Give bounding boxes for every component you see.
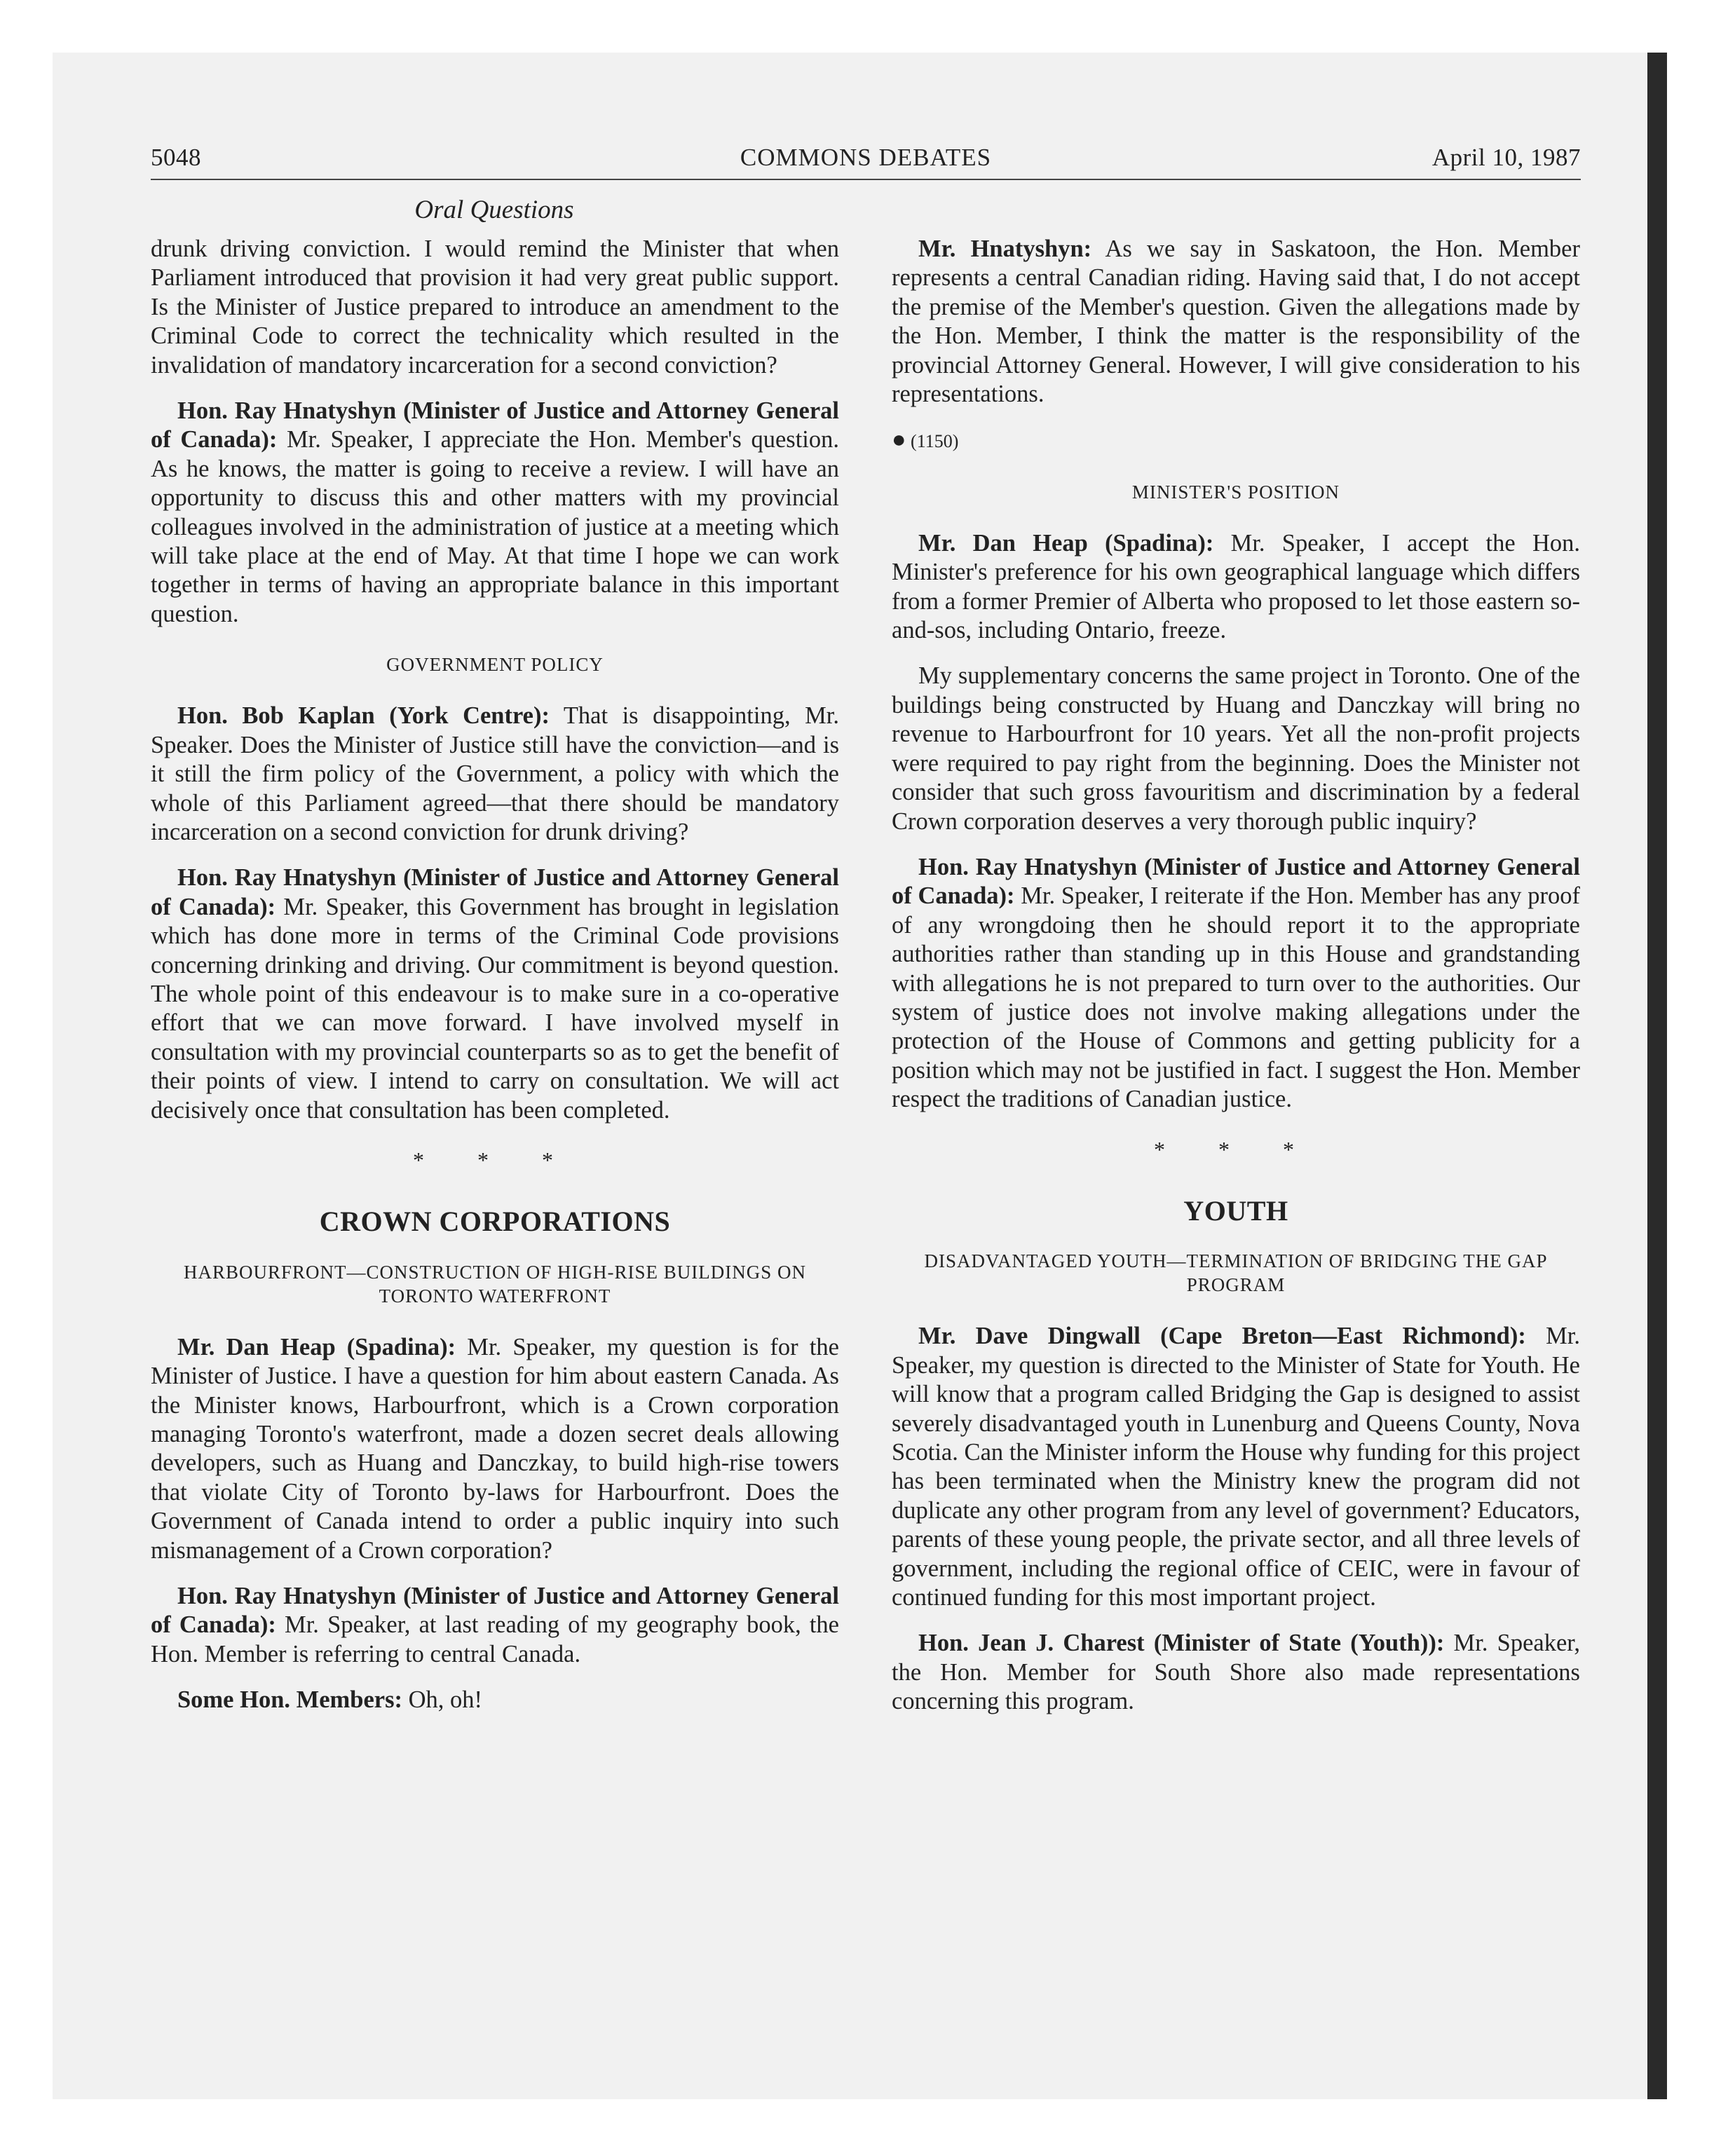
speaker: Some Hon. Members: — [177, 1686, 402, 1714]
timestamp-text: (1150) — [911, 431, 959, 452]
timestamp — [892, 425, 1580, 456]
speaker: Hon. Ray Hnatyshyn (Minister of Justice and Attorney General of Canada): — [151, 864, 839, 920]
paragraph: My supplementary concerns the same project in Toronto. One of the buildings being constructed by Huang and Danczkay will bring no revenue to Harbourfront for 10 years. Yet all the non-profit projects were required to pay right from the beginning. Does the Minister not consider that such gross favouritism and discrimination by a federal Crown corporation deserves a very thorough public inquiry? — [892, 662, 1580, 835]
speech-text: Mr. Speaker, I appreciate the Hon. Member's question. As he knows, the matter is going to receive a review. I will have an opportunity to discuss this and other matters with my provincial colleagues involved in the administration of justice at a meeting which will take place at the end of May. At that time I hope we can work together in terms of having an appropriate balance in this important question. — [151, 426, 839, 627]
subheading: MINISTER'S POSITION — [1131, 481, 1340, 503]
right-column — [892, 235, 1580, 1733]
section-separator: * * * — [1154, 1136, 1318, 1162]
section-separator: * * * — [413, 1147, 577, 1173]
bullet-icon: ● — [892, 427, 906, 453]
page-number: 5048 — [151, 144, 201, 171]
scan-edge — [1647, 53, 1667, 2099]
speaker: Hon. Jean J. Charest (Minister of State (Youth)): — [918, 1630, 1445, 1657]
speech — [892, 529, 1580, 646]
speech-text: Mr. Speaker, the Hon. Member for South Shore also made representations concerning this program. — [892, 1630, 1580, 1715]
speech-text: Mr. Speaker, I reiterate if the Hon. Member has any proof of any wrongdoing then he should report it to the appropriate authorities rather than standing up in this House and grandstanding with allegations he is not prepared to turn over to the authorities. Our system of justice does not involve making allegations under the protection of the House of Commons and getting publicity for a position which may not be justified in fact. I suggest the Hon. Member respect the traditions of Canadian justice. — [892, 882, 1580, 1113]
speaker: Mr. Hnatyshyn: — [918, 236, 1092, 262]
speech — [151, 702, 839, 847]
speech — [892, 235, 1580, 409]
publication-title: COMMONS DEBATES — [740, 144, 992, 171]
publication-date: April 10, 1987 — [1431, 144, 1581, 171]
paragraph: drunk driving conviction. I would remind the Minister that when Parliament introduced that provision it had very great public support. Is the Minister of Justice prepared to introduce an amendment to the Criminal Code to correct the technicality which resulted in the invalidation of mandatory incarceration for a second conviction? — [151, 236, 839, 378]
section-heading: YOUTH — [1183, 1194, 1288, 1227]
speech-text: As we say in Saskatoon, the Hon. Member represents a central Canadian riding. Having said that, I do not accept the premise of the Member's question. Given the allegations made by the Hon. Member, I think the matter is the responsibility of the provincial Attorney General. However, I will give consideration to his representations. — [892, 236, 1580, 408]
speaker: Hon. Ray Hnatyshyn (Minister of Justice and Attorney General of Canada): — [892, 853, 1580, 910]
subheading: DISADVANTAGED YOUTH—TERMINATION OF BRIDGING THE GAP PROGRAM — [924, 1250, 1548, 1296]
speech-text: Mr. Speaker, at last reading of my geography book, the Hon. Member is referring to central Canada. — [151, 1611, 839, 1667]
running-head: Oral Questions — [414, 196, 574, 224]
speaker: Hon. Bob Kaplan (York Centre): — [177, 702, 550, 730]
speech — [151, 1333, 839, 1565]
speaker: Hon. Ray Hnatyshyn (Minister of Justice and Attorney General of Canada): — [151, 1583, 839, 1639]
speech — [151, 1582, 839, 1669]
speech-text: Mr. Speaker, my question is for the Minister of Justice. I have a question for him about eastern Canada. As the Minister knows, Harbourfront, which is a Crown corporation managing Toronto's waterfront, made a dozen secret deals allowing developers, such as Huang and Danczkay, to build high-rise towers that violate City of Toronto by-laws for Harbourfront. Does the Government of Canada intend to order a public inquiry into such mismanagement of a Crown corporation? — [151, 1333, 839, 1564]
speech-text: Oh, oh! — [402, 1686, 483, 1714]
speaker: Mr. Dan Heap (Spadina): — [177, 1333, 456, 1360]
speech — [151, 864, 839, 1125]
left-column — [151, 235, 839, 1732]
speaker: Mr. Dave Dingwall (Cape Breton—East Richmond): — [918, 1323, 1526, 1350]
subheading: HARBOURFRONT—CONSTRUCTION OF HIGH-RISE BUILDINGS ON TORONTO WATERFRONT — [183, 1261, 807, 1306]
speech-text: Mr. Speaker, I accept the Hon. Minister's preference for his own geographical language which differs from a former Premier of Alberta who proposed to let those eastern so-and-sos, including Ontario, freeze. — [892, 529, 1580, 644]
speaker: Mr. Dan Heap (Spadina): — [918, 529, 1214, 557]
speech-text: That is disappointing, Mr. Speaker. Does the Minister of Justice still have the conviction—and is it still the firm policy of the Government, a policy with which the whole of this Parliament agreed—that there should be mandatory incarceration on a second conviction for drunk driving? — [151, 702, 839, 845]
page-header — [151, 144, 1581, 180]
speech-text: Mr. Speaker, this Government has brought in legislation which has done more in terms of the Criminal Code provisions concerning drinking and driving. Our commitment is beyond question. The whole point of this endeavour is to make sure in a co-operative effort that we can move forward. I have involved myself in consultation with my provincial counterparts so as to get the benefit of their points of view. I intend to carry on consultation. We will act decisively once that consultation has been completed. — [151, 893, 839, 1124]
speech — [151, 1686, 839, 1714]
speech — [892, 853, 1580, 1114]
speech-text: Mr. Speaker, my question is directed to the Minister of State for Youth. He will know that a program called Bridging the Gap is designed to assist severely disadvantaged youth in Lunenburg and Queens County, Nova Scotia. Can the Minister inform the House why funding for this project has been terminated when the Ministry knew the program did not duplicate any other program from any level of government? Educators, parents of these young people, the private sector, and all three levels of government, including the regional office of CEIC, were in favour of continued funding for this most important project. — [892, 1323, 1580, 1611]
subheading: GOVERNMENT POLICY — [386, 654, 604, 676]
speech — [892, 1322, 1580, 1612]
speech — [151, 397, 839, 629]
speech — [892, 1629, 1580, 1716]
speaker: Hon. Ray Hnatyshyn (Minister of Justice and Attorney General of Canada): — [151, 397, 839, 453]
section-heading: CROWN CORPORATIONS — [319, 1206, 671, 1238]
